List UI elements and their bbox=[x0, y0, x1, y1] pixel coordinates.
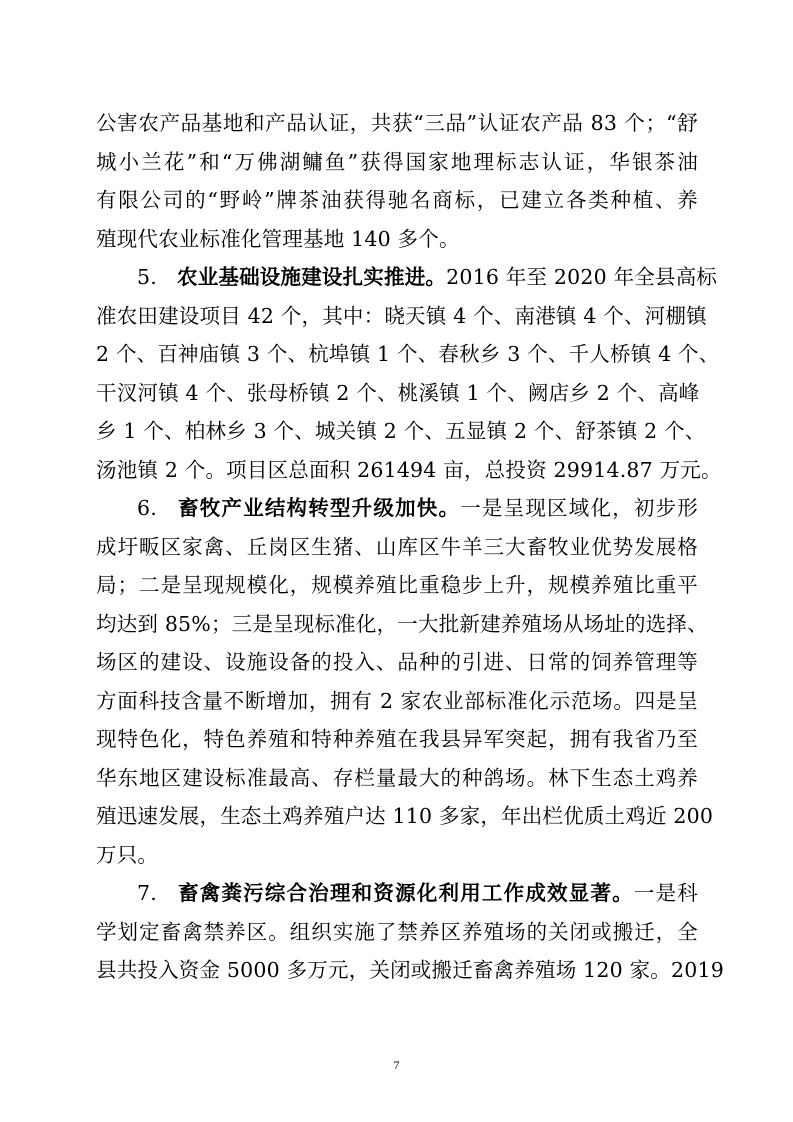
paragraph-first-line bbox=[96, 874, 698, 913]
text-line: 乡 1 个、柏林乡 3 个、城关镇 2 个、五显镇 2 个、舒茶镇 2 个、 bbox=[96, 419, 706, 443]
section-number: 7. bbox=[137, 881, 157, 905]
text-run: 一是呈现区域化，初步形 bbox=[460, 496, 698, 520]
text-line: 现特色化，特色养殖和特种养殖在我县异军突起，拥有我省乃至 bbox=[96, 727, 698, 751]
text-line: 方面科技含量不断增加，拥有 2 家农业部标准化示范场。四是呈 bbox=[96, 688, 698, 713]
text-line: 成圩畈区家禽、丘岗区生猪、山库区牛羊三大畜牧业优势发展格 bbox=[96, 534, 698, 559]
section-heading: 畜牧产业结构转型升级加快。 bbox=[177, 496, 461, 520]
text-line: 局；二是呈现规模化，规模养殖比重稳步上升，规模养殖比重平 bbox=[96, 573, 698, 597]
section-number: 6. bbox=[137, 496, 157, 520]
paragraph-livestock bbox=[96, 489, 714, 874]
paragraph-certification bbox=[96, 104, 698, 258]
text-line: 准农田建设项目 42 个，其中：晓天镇 4 个、南港镇 4 个、河棚镇 bbox=[96, 303, 707, 328]
text-run: 2016 年至 2020 年全县高标 bbox=[446, 265, 718, 289]
text-line: 殖迅速发展，生态土鸡养殖户达 110 多家，年出栏优质土鸡近 200 bbox=[96, 804, 714, 828]
paragraph-first-line bbox=[96, 258, 718, 297]
text-line: 有限公司的“野岭”牌茶油获得驰名商标，已建立各类种植、养 bbox=[96, 188, 698, 212]
text-line: 均达到 85%；三是呈现标准化，一大批新建养殖场从场址的选择、 bbox=[96, 611, 708, 636]
paragraph-first-line bbox=[96, 489, 698, 528]
text-line: 2 个、百神庙镇 3 个、杭埠镇 1 个、春秋乡 3 个、千人桥镇 4 个、 bbox=[96, 342, 720, 366]
document-body bbox=[96, 104, 724, 990]
text-run: 一是科 bbox=[633, 881, 698, 905]
text-line: 干汊河镇 4 个、张母桥镇 2 个、桃溪镇 1 个、阙店乡 2 个、高峰 bbox=[96, 380, 700, 405]
page-number: 7 bbox=[393, 1058, 400, 1072]
text-line: 殖现代农业标准化管理基地 140 多个。 bbox=[96, 226, 460, 251]
text-line: 公害农产品基地和产品认证，共获“三品”认证农产品 83 个；“舒 bbox=[96, 111, 698, 135]
paragraph-infrastructure bbox=[96, 258, 722, 489]
text-line: 县共投入资金 5000 多万元，关闭或搬迁畜禽养殖场 120 家。2019 bbox=[96, 958, 724, 982]
text-line: 学划定畜禽禁养区。组织实施了禁养区养殖场的关闭或搬迁，全 bbox=[96, 919, 698, 944]
text-line: 城小兰花”和“万佛湖鳙鱼”获得国家地理标志认证，华银茶油 bbox=[96, 149, 698, 174]
section-heading: 农业基础设施建设扎实推进。 bbox=[177, 265, 447, 289]
text-line: 场区的建设、设施设备的投入、品种的引进、日常的饲养管理等 bbox=[96, 650, 698, 674]
text-line: 万只。 bbox=[96, 842, 159, 867]
paragraph-manure-treatment bbox=[96, 874, 724, 990]
section-number: 5. bbox=[137, 265, 157, 289]
text-line: 华东地区建设标准最高、存栏量最大的种鸽场。林下生态土鸡养 bbox=[96, 765, 698, 790]
text-line: 汤池镇 2 个。项目区总面积 261494 亩，总投资 29914.87 万元。 bbox=[96, 457, 722, 482]
section-heading: 畜禽粪污综合治理和资源化利用工作成效显著。 bbox=[177, 881, 634, 905]
